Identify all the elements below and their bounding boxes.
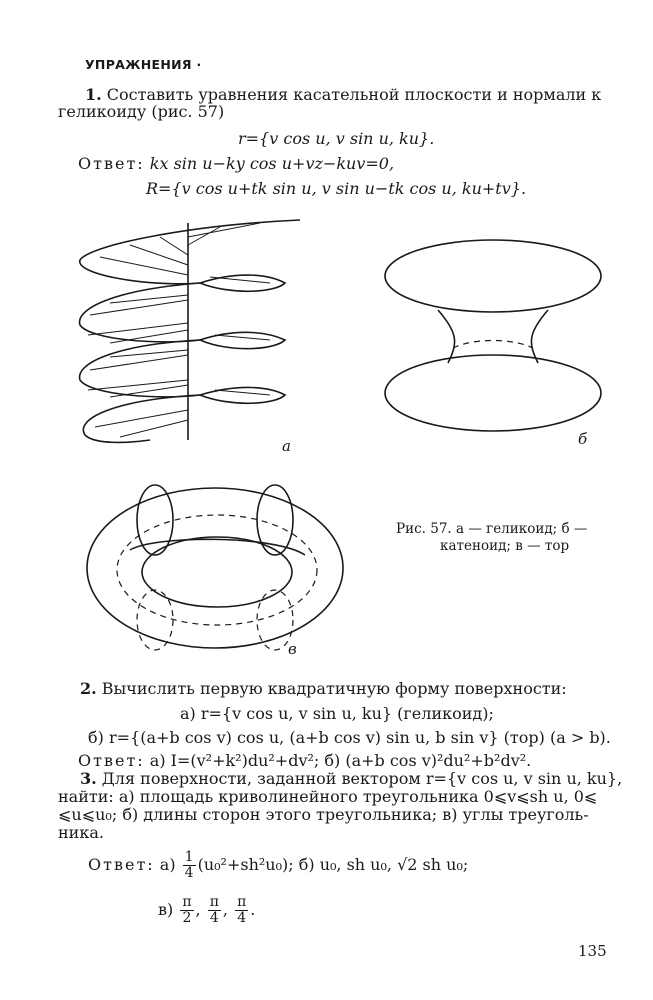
fraction-pi-4-b: $\frac{\pi}{4}$	[237, 894, 247, 926]
fraction-pi-4-a: $\frac{\pi}{4}$	[209, 894, 219, 926]
figure-caption-1: Рис. 57. а — геликоид; б —	[396, 521, 588, 537]
section-heading: УПРАЖНЕНИЯ ·	[85, 57, 202, 72]
exercise-2-case-a: а) r={v cos u, v sin u, ku} (геликоид);	[180, 704, 494, 723]
exercise-1-line-1: 1. Составить уравнения касательной плоскости и нормали к	[85, 85, 602, 104]
page-number: 135	[578, 942, 607, 960]
figure-caption-2: катеноид; в — тор	[440, 538, 570, 554]
exercise-2-case-b: б) r={(a+b cos v) cos u, (a+b cos v) sin u, b sin v} (тор) (a > b).	[88, 728, 611, 747]
exercise-1-answer: Ответ: kx sin u−ky cos u+vz−kuv=0,	[78, 154, 395, 173]
exercise-3-answer-v: в) $\frac{\pi}{2}$ , $\frac{\pi}{4}$ , $\frac{\pi}{4}$ .	[158, 894, 256, 926]
exercise-3-line-1: 3. Для поверхности, заданной вектором r={v cos u, v sin u, ku},	[80, 769, 623, 788]
exercise-1-answer-2: R={v cos u+tk sin u, v sin u−tk cos u, ku+tv}.	[146, 179, 527, 198]
catenoid-figure	[378, 238, 608, 438]
torus-figure	[85, 480, 355, 660]
exercise-3-answer: Ответ: а) $\frac{1}{4}$ (u₀²+sh²u₀); б) u₀, sh u₀, √2 sh u₀;	[88, 849, 469, 881]
figure-label-b: б	[578, 430, 588, 448]
exercise-3-line-4: ника.	[58, 823, 104, 842]
figure-label-v: в	[288, 640, 297, 658]
exercise-1-formula: r={v cos u, v sin u, ku}.	[238, 129, 435, 148]
figure-label-a: а	[282, 437, 291, 455]
exercise-1-line-2: геликоиду (рис. 57)	[58, 102, 225, 121]
exercise-2-answer: Ответ: а) I=(v²+k²)du²+dv²; б) (a+b cos v)²du²+b²dv².	[78, 751, 532, 770]
fraction-pi-2: $\frac{\pi}{2}$	[182, 894, 192, 926]
helicoid-figure	[70, 215, 310, 455]
exercise-2-line: 2. Вычислить первую квадратичную форму поверхности:	[80, 679, 567, 698]
exercise-3-line-3: ⩽u⩽u₀; б) длины сторон этого треугольника; в) углы треуголь-	[58, 805, 589, 824]
exercise-3-line-2: найти: а) площадь криволинейного треугольника 0⩽v⩽sh u, 0⩽	[58, 787, 598, 806]
fraction-one-quarter: $\frac{1}{4}$	[184, 849, 194, 881]
